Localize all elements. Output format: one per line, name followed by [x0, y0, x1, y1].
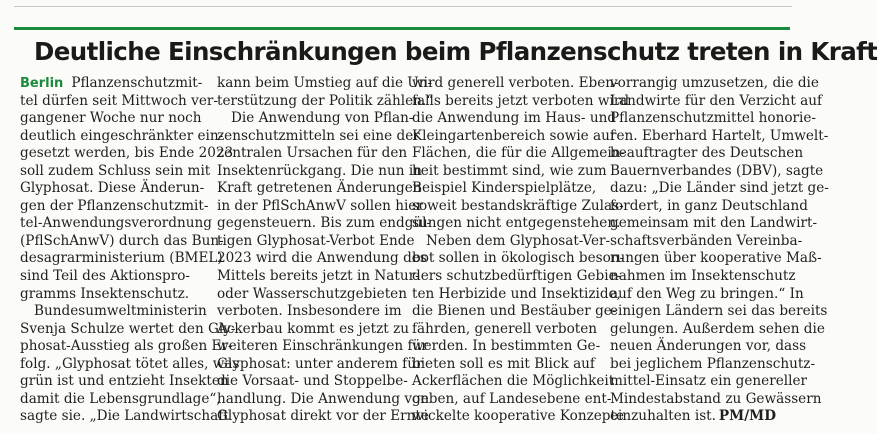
text-line: werden. In bestimmten Ge-	[412, 338, 601, 355]
text-line: Ackerflächen die Möglichkeit	[412, 373, 615, 390]
article-body	[20, 75, 829, 425]
text-line: Die Anwendung von Pflan-	[231, 110, 414, 127]
text-line: heit bestimmt sind, wie zum	[412, 162, 607, 179]
text-line	[20, 75, 203, 93]
text-line: auf den Weg zu bringen.“ In	[610, 285, 804, 302]
text-line: Landwirte für den Verzicht auf	[610, 92, 822, 109]
text-line: wird generell verboten. Eben-	[412, 75, 619, 91]
text-line: dazu: „Die Länder sind jetzt ge-	[610, 180, 829, 197]
text-line: vorrangig umzusetzen, die die	[610, 75, 819, 91]
text-line: Beispiel Kinderspielplätze,	[412, 180, 597, 197]
text-line: geben, auf Landesebene ent-	[412, 390, 612, 407]
text-line: sungen nicht entgegenstehen.	[412, 215, 621, 232]
text-line: 2023 wird die Anwendung des	[217, 250, 427, 267]
text-line: zentralen Ursachen für den	[217, 145, 408, 162]
text-line: desagrarministerium (BMEL)	[20, 250, 223, 267]
text-line: Ackerbau kommt es jetzt zu	[217, 320, 410, 337]
text-line: sind Teil des Aktionspro-	[20, 268, 190, 285]
text-line: die Bienen und Bestäuber ge-	[412, 303, 617, 320]
text-line: zenschutzmitteln sei eine der	[217, 127, 420, 144]
text-line: terstützung der Politik zählen.“	[217, 92, 434, 109]
text-line: Neben dem Glyphosat-Ver-	[426, 232, 611, 249]
text-line: einigen Ländern sei das bereits	[610, 303, 828, 320]
text-line: die Anwendung im Haus- und	[412, 110, 617, 127]
text-line: gemeinsam mit den Landwirt-	[610, 215, 818, 232]
text-line: Svenja Schulze wertet den Gly-	[20, 320, 236, 337]
column-4	[610, 75, 829, 426]
text-line: ders schutzbedürftigen Gebie-	[412, 268, 622, 285]
text-line: fordert, in ganz Deutschland	[610, 197, 808, 214]
text-line-content: Pflanzenschutzmit-	[71, 75, 203, 91]
text-line: ren. Eberhard Hartelt, Umwelt-	[610, 127, 829, 144]
text-line: Flächen, die für die Allgemein-	[412, 145, 626, 162]
column-1	[20, 75, 240, 426]
text-line: Pflanzenschutzmittel honorie-	[610, 110, 816, 127]
text-line: deutlich eingeschränkter ein-	[20, 127, 224, 144]
text-line: tel dürfen seit Mittwoch ver-	[20, 92, 218, 109]
text-line: folg. „Glyphosat tötet alles, was	[20, 355, 240, 372]
dateline: Berlin	[20, 76, 64, 91]
text-line: gelungen. Außerdem sehen die	[610, 320, 825, 337]
text-line: neuen Änderungen vor, dass	[610, 338, 807, 355]
text-line: gen der Pflanzenschutzmit-	[20, 197, 209, 214]
text-line: Kraft getretenen Änderungen	[217, 180, 422, 197]
article-headline: Deutliche Einschränkungen beim Pflanzenschutz treten in Kraft	[34, 37, 877, 66]
text-line: gegensteuern. Bis zum endgül-	[217, 215, 432, 232]
column-2	[217, 75, 434, 426]
text-line: beauftragter des Deutschen	[610, 145, 804, 162]
text-line: Bundesumweltministerin	[34, 303, 207, 320]
headline-accent-rule	[14, 27, 790, 30]
text-line: nahmen im Insektenschutz	[610, 268, 796, 285]
text-line: phosat-Ausstieg als großen Er-	[20, 338, 233, 355]
author-initials: PM/MD	[718, 408, 776, 425]
text-line: tel-Anwendungsverordnung	[20, 215, 212, 232]
text-line: sagte sie. „Die Landwirtschaft	[20, 408, 229, 425]
text-line-content: einzuhalten ist.	[610, 408, 716, 425]
text-line: falls bereits jetzt verboten wird	[412, 92, 630, 109]
text-line: soweit bestandskräftige Zulas-	[412, 197, 624, 214]
top-rule	[14, 0, 792, 7]
text-line: oder Wasserschutzgebieten	[217, 285, 407, 302]
text-line: Mindestabstand zu Gewässern	[610, 390, 822, 407]
column-3	[412, 75, 630, 426]
text-line: soll zudem Schluss sein mit	[20, 162, 211, 179]
text-line: Glyphosat direkt vor der Ernte	[217, 408, 429, 425]
text-line: die Vorsaat- und Stoppelbe-	[217, 373, 408, 390]
text-line: weiteren Einschränkungen für	[217, 338, 428, 355]
text-line: (PflSchAnwV) durch das Bun-	[20, 232, 224, 249]
text-line: schaftsverbänden Vereinba-	[610, 232, 803, 249]
text-line: bei jeglichem Pflanzenschutz-	[610, 355, 816, 372]
text-line: Glyphosat: unter anderem für	[217, 355, 423, 372]
text-line: Glyphosat. Diese Änderun-	[20, 180, 205, 197]
text-line: rungen über kooperative Maß-	[610, 250, 822, 267]
text-line: ten Herbizide und Insektizide,	[412, 285, 621, 302]
text-line: damit die Lebensgrundlage“,	[20, 390, 221, 407]
text-line: Insektenrückgang. Die nun in	[217, 162, 422, 179]
text-line: grün ist und entzieht Insekten	[20, 373, 229, 390]
text-line: Bauernverbandes (DBV), sagte	[610, 162, 824, 179]
text-line: Kleingartenbereich sowie auf	[412, 127, 615, 144]
text-line: gramms Insektenschutz.	[20, 285, 190, 302]
text-line: in der PflSchAnwV sollen hier	[217, 197, 423, 214]
text-line: bieten soll es mit Blick auf	[412, 355, 595, 372]
text-line: tigen Glyphosat-Verbot Ende	[217, 232, 415, 249]
text-line: verboten. Insbesondere im	[217, 303, 402, 320]
text-line	[610, 408, 776, 426]
text-line: gangener Woche nur noch	[20, 110, 202, 127]
text-line: Mittels bereits jetzt in Natur-	[217, 268, 420, 285]
text-line: handlung. Die Anwendung von	[217, 390, 429, 407]
text-line: wickelte kooperative Konzepte	[412, 408, 625, 425]
text-line: fährden, generell verboten	[412, 320, 598, 337]
text-line: bot sollen in ökologisch beson-	[412, 250, 625, 267]
text-line: mittel-Einsatz ein genereller	[610, 373, 807, 390]
text-line: gesetzt werden, bis Ende 2023	[20, 145, 234, 162]
text-line: kann beim Umstieg auf die Un-	[217, 75, 433, 91]
